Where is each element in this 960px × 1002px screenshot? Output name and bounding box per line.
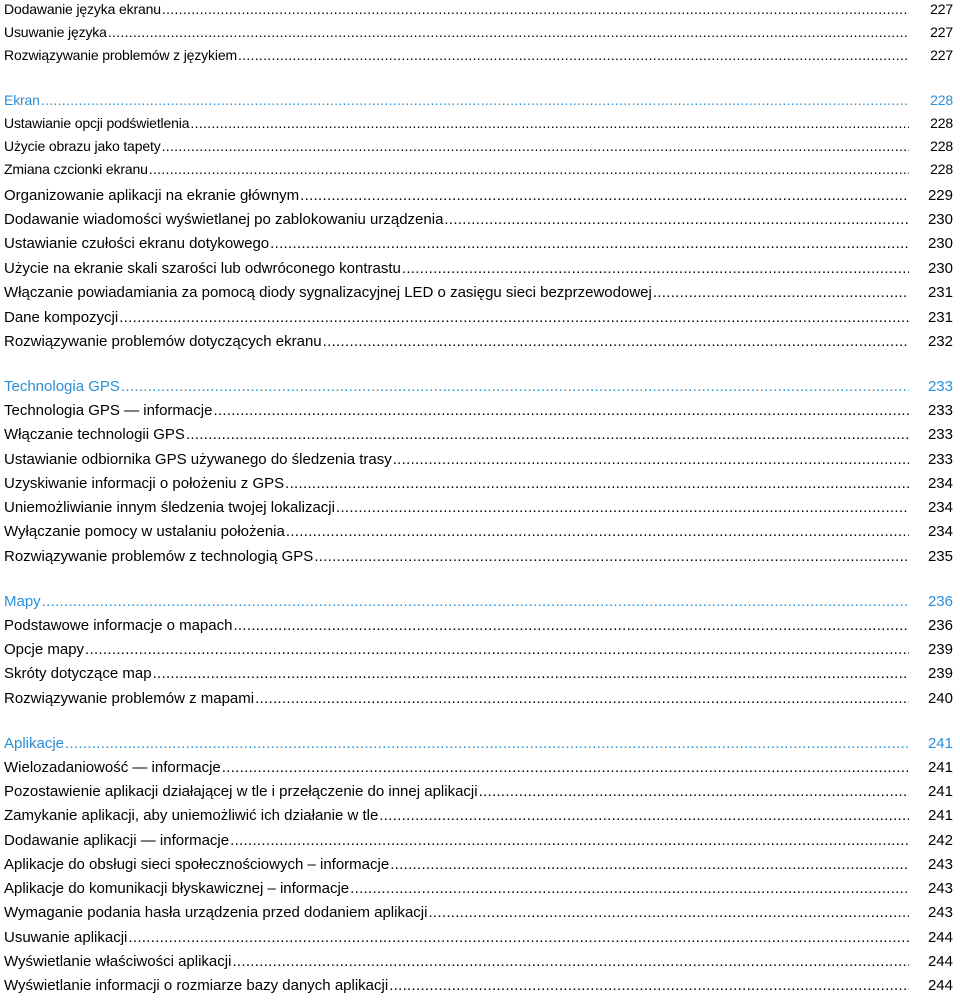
- toc-page-number: 244: [927, 929, 953, 946]
- toc-entry-title: Użycie obrazu jako tapety: [4, 138, 161, 154]
- toc-entry-title: Wyświetlanie informacji o rozmiarze bazy danych aplikacji: [4, 977, 389, 994]
- toc-entry-title: Zmiana czcionki ekranu: [4, 161, 148, 177]
- toc-entry-title: Dodawanie języka ekranu: [4, 1, 161, 17]
- toc-page-number: 241: [927, 807, 953, 824]
- toc-entry-title: Włączanie powiadamiania za pomocą diody sygnalizacyjnej LED o zasięgu sieci bezprzewodowej: [4, 284, 652, 301]
- toc-entry-title: Rozwiązywanie problemów z językiem: [4, 47, 237, 63]
- dot-leader: [389, 977, 909, 995]
- dot-leader: [286, 523, 909, 541]
- toc-entry-title: Ustawianie odbiornika GPS używanego do śledzenia trasy: [4, 451, 392, 468]
- toc-section-heading[interactable]: [4, 729, 953, 753]
- toc-page-number: 235: [927, 548, 953, 565]
- toc-entry-title: Opcje mapy: [4, 641, 85, 658]
- toc-entry-title: Aplikacje do komunikacji błyskawicznej – informacje: [4, 880, 350, 897]
- toc-page-number: 241: [927, 783, 953, 800]
- toc-entry[interactable]: [4, 684, 953, 708]
- toc-entry[interactable]: [4, 947, 953, 971]
- toc-entry[interactable]: [4, 874, 953, 898]
- toc-page-number: 239: [927, 665, 953, 682]
- toc-entry[interactable]: [4, 327, 953, 351]
- toc-page-number: 228: [930, 161, 953, 177]
- toc-entry[interactable]: [4, 542, 953, 566]
- toc-page-number: 236: [927, 617, 953, 634]
- toc-section-heading[interactable]: [4, 85, 953, 109]
- toc-section-heading[interactable]: [4, 372, 953, 396]
- toc-page-number: 236: [927, 593, 953, 610]
- toc-page-number: 228: [930, 92, 953, 108]
- toc-entry-title: Skróty dotyczące map: [4, 665, 152, 682]
- toc-entry-title: Uzyskiwanie informacji o położeniu z GPS: [4, 475, 285, 492]
- toc-entry-title: Ekran: [4, 92, 40, 108]
- toc-entry-title: Dodawanie aplikacji — informacje: [4, 832, 230, 849]
- dot-leader: [323, 333, 909, 351]
- toc-entry[interactable]: [4, 753, 953, 777]
- dot-leader: [121, 378, 909, 396]
- dot-leader: [233, 617, 909, 635]
- toc-entry-title: Włączanie technologii GPS: [4, 426, 185, 443]
- toc-entry-title: Dane kompozycji: [4, 309, 119, 326]
- toc-entry-title: Ustawianie czułości ekranu dotykowego: [4, 235, 270, 252]
- toc-entry-title: Użycie na ekranie skali szarości lub odwróconego kontrastu: [4, 260, 401, 277]
- toc-page-number: 244: [927, 953, 953, 970]
- toc-section-heading[interactable]: [4, 587, 953, 611]
- toc-page-number: 233: [927, 426, 953, 443]
- toc-entry-title: Uniemożliwianie innym śledzenia twojej lokalizacji: [4, 499, 335, 516]
- toc-entry-title: Mapy: [4, 593, 41, 610]
- dot-leader: [190, 114, 909, 132]
- toc-page-number: 233: [927, 451, 953, 468]
- toc-entry[interactable]: [4, 635, 953, 659]
- dot-leader: [41, 91, 909, 109]
- toc-page-number: 227: [930, 1, 953, 17]
- toc-entry[interactable]: [4, 493, 953, 517]
- toc-page-number: 230: [927, 211, 953, 228]
- dot-leader: [153, 665, 909, 683]
- toc-entry-title: Zamykanie aplikacji, aby uniemożliwić ich działanie w tle: [4, 807, 379, 824]
- toc-entry-title: Technologia GPS: [4, 378, 120, 395]
- toc-entry[interactable]: [4, 278, 953, 302]
- toc-entry-title: Wymaganie podania hasła urządzenia przed dodaniem aplikacji: [4, 904, 428, 921]
- toc-page-number: 234: [927, 523, 953, 540]
- toc-entry[interactable]: [4, 659, 953, 683]
- dot-leader: [162, 137, 909, 155]
- dot-leader: [108, 23, 909, 41]
- dot-leader: [42, 593, 909, 611]
- toc-entry[interactable]: [4, 611, 953, 635]
- toc-entry[interactable]: [4, 445, 953, 469]
- toc-entry[interactable]: [4, 205, 953, 229]
- toc-page-number: 230: [927, 235, 953, 252]
- toc-entry[interactable]: [4, 40, 953, 64]
- toc-page-number: 239: [927, 641, 953, 658]
- toc-entry[interactable]: [4, 17, 953, 41]
- toc-entry[interactable]: [4, 396, 953, 420]
- toc-entry-title: Technologia GPS — informacje: [4, 402, 213, 419]
- toc-page-number: 244: [927, 977, 953, 994]
- toc-entry[interactable]: [4, 229, 953, 253]
- toc-entry-title: Dodawanie wiadomości wyświetlanej po zablokowaniu urządzenia: [4, 211, 444, 228]
- toc-entry[interactable]: [4, 0, 953, 18]
- toc-page-number: 227: [930, 47, 953, 63]
- dot-leader: [230, 832, 909, 850]
- toc-entry[interactable]: [4, 777, 953, 801]
- toc-page-number: 231: [927, 309, 953, 326]
- toc-entry[interactable]: [4, 254, 953, 278]
- dot-leader: [444, 211, 909, 229]
- toc-entry-title: Organizowanie aplikacji na ekranie głównym: [4, 187, 300, 204]
- dot-leader: [379, 807, 909, 825]
- toc-entry-title: Wielozadaniowość — informacje: [4, 759, 221, 776]
- toc-page-number: 228: [930, 115, 953, 131]
- toc-page-number: 234: [927, 475, 953, 492]
- toc-page-number: 233: [927, 378, 953, 395]
- dot-leader: [162, 0, 909, 18]
- toc-page-number: 229: [927, 187, 953, 204]
- toc-entry[interactable]: [4, 801, 953, 825]
- dot-leader: [336, 499, 909, 517]
- toc-entry-title: Podstawowe informacje o mapach: [4, 617, 233, 634]
- toc-page-number: 230: [927, 260, 953, 277]
- dot-leader: [232, 953, 909, 971]
- toc-page-number: 243: [927, 904, 953, 921]
- dot-leader: [390, 856, 909, 874]
- toc-entry[interactable]: [4, 826, 953, 850]
- toc-entry-title: Wyłączanie pomocy w ustalaniu położenia: [4, 523, 285, 540]
- dot-leader: [65, 735, 909, 753]
- toc-entry-title: Rozwiązywanie problemów z mapami: [4, 690, 255, 707]
- toc-entry[interactable]: [4, 420, 953, 444]
- dot-leader: [222, 759, 909, 777]
- dot-leader: [255, 690, 909, 708]
- toc-entry-title: Aplikacje: [4, 735, 65, 752]
- toc-page-number: 227: [930, 24, 953, 40]
- dot-leader: [479, 783, 909, 801]
- toc-entry-title: Rozwiązywanie problemów dotyczących ekranu: [4, 333, 322, 350]
- dot-leader: [270, 235, 909, 253]
- toc-page-number: 232: [927, 333, 953, 350]
- dot-leader: [85, 641, 909, 659]
- toc-page-number: 241: [927, 735, 953, 752]
- toc-page-number: 241: [927, 759, 953, 776]
- dot-leader: [213, 402, 909, 420]
- toc-page-number: 242: [927, 832, 953, 849]
- toc-entry[interactable]: [4, 131, 953, 155]
- toc-entry-title: Pozostawienie aplikacji działającej w tle i przełączenie do innej aplikacji: [4, 783, 478, 800]
- toc-page-number: 231: [927, 284, 953, 301]
- toc-entry[interactable]: [4, 517, 953, 541]
- toc-entry[interactable]: [4, 850, 953, 874]
- dot-leader: [300, 187, 909, 205]
- toc-page-number: 243: [927, 856, 953, 873]
- toc-entry[interactable]: [4, 469, 953, 493]
- dot-leader: [119, 309, 909, 327]
- dot-leader: [186, 426, 909, 444]
- toc-page-number: 228: [930, 138, 953, 154]
- toc-entry-title: Wyświetlanie właściwości aplikacji: [4, 953, 232, 970]
- dot-leader: [314, 548, 909, 566]
- toc-entry-title: Rozwiązywanie problemów z technologią GPS: [4, 548, 314, 565]
- toc-entry[interactable]: [4, 303, 953, 327]
- dot-leader: [402, 260, 909, 278]
- toc-entry[interactable]: [4, 971, 953, 995]
- toc-entry[interactable]: [4, 923, 953, 947]
- toc-entry[interactable]: [4, 181, 953, 205]
- dot-leader: [285, 475, 909, 493]
- toc-entry[interactable]: [4, 154, 953, 178]
- toc-entry-title: Ustawianie opcji podświetlenia: [4, 115, 190, 131]
- toc-entry-title: Usuwanie języka: [4, 24, 107, 40]
- toc-page-number: 233: [927, 402, 953, 419]
- toc-entry[interactable]: [4, 898, 953, 922]
- dot-leader: [653, 284, 909, 302]
- toc-entry-title: Aplikacje do obsługi sieci społecznościowych – informacje: [4, 856, 390, 873]
- dot-leader: [350, 880, 909, 898]
- dot-leader: [238, 46, 909, 64]
- toc-page-number: 240: [927, 690, 953, 707]
- toc-page-number: 243: [927, 880, 953, 897]
- dot-leader: [128, 929, 909, 947]
- dot-leader: [149, 160, 909, 178]
- toc-page-number: 234: [927, 499, 953, 516]
- toc-entry[interactable]: [4, 108, 953, 132]
- dot-leader: [428, 904, 909, 922]
- dot-leader: [393, 451, 909, 469]
- toc-entry-title: Usuwanie aplikacji: [4, 929, 128, 946]
